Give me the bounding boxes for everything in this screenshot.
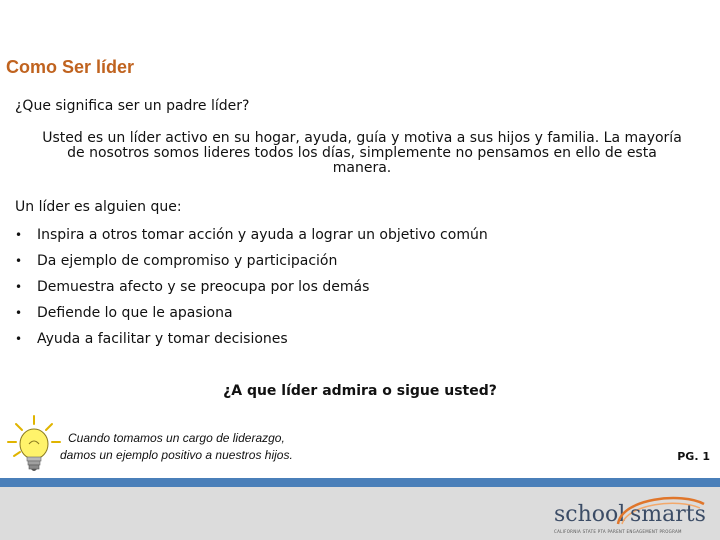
list-item: [15, 225, 488, 251]
intro-paragraph: [12, 131, 712, 176]
quote: [60, 430, 293, 464]
list-item: [15, 329, 488, 355]
intro-line: Usted es un líder activo en su hogar, ayuda, guía y motiva a sus hijos y familia. La mayoría: [42, 130, 682, 146]
bullet-text: Ayuda a facilitar y tomar decisiones: [37, 331, 288, 347]
quote-line: damos un ejemplo positivo a nuestros hijos.: [60, 448, 293, 462]
intro-line: de nosotros somos lideres todos los días, simplemente no pensamos en ello de esta: [67, 145, 657, 161]
list-item: [15, 251, 488, 277]
bullet-dot: •: [15, 280, 23, 294]
bullet-dot: •: [15, 332, 23, 346]
footer-band: [0, 478, 720, 487]
logo-tagline: CALIFORNIA STATE PTA PARENT ENGAGEMENT PROGRAM: [554, 529, 682, 534]
bullet-dot: •: [15, 306, 23, 320]
list-item: [15, 277, 488, 303]
page-number: PG. 1: [677, 450, 710, 463]
logo-word-school: school: [554, 502, 626, 527]
lead-text: Un líder es alguien que:: [15, 199, 182, 215]
subtitle: ¿Que significa ser un padre líder?: [15, 98, 250, 114]
school-smarts-logo: [552, 494, 712, 538]
logo-word-smarts: smarts: [630, 502, 706, 527]
bullet-dot: •: [15, 254, 23, 268]
bullet-dot: •: [15, 228, 23, 242]
closing-question: ¿A que líder admira o sigue usted?: [223, 383, 497, 399]
bullet-text: Inspira a otros tomar acción y ayuda a lograr un objetivo común: [37, 227, 488, 243]
intro-line: manera.: [332, 160, 392, 176]
slide-title: Como Ser líder: [6, 57, 135, 77]
quote-line: Cuando tomamos un cargo de liderazgo,: [68, 431, 285, 445]
list-item: [15, 303, 488, 329]
bullet-text: Defiende lo que le apasiona: [37, 305, 233, 321]
bullet-list: [15, 225, 488, 355]
lightbulb-icon: [4, 410, 64, 475]
bullet-text: Demuestra afecto y se preocupa por los demás: [37, 279, 370, 295]
bullet-text: Da ejemplo de compromiso y participación: [37, 253, 338, 269]
